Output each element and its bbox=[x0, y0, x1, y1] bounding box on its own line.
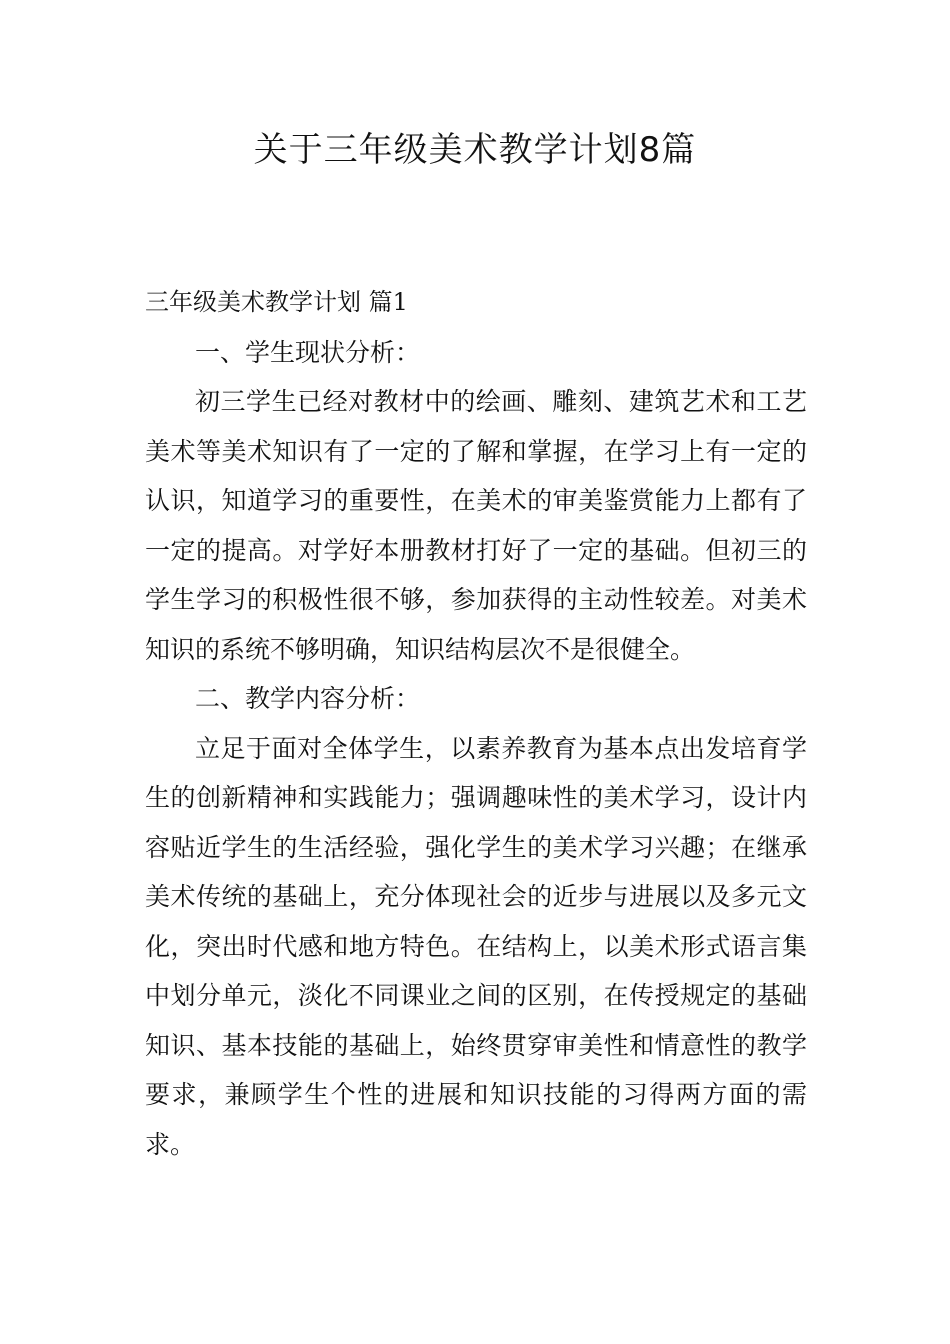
section-heading: 三年级美术教学计划 篇1 bbox=[145, 288, 408, 316]
paragraph-student-analysis: 初三学生已经对教材中的绘画、雕刻、建筑艺术和工艺美术等美术知识有了一定的了解和掌握，在学习上有一定的认识，知道学习的重要性，在美术的审美鉴赏能力上都有了一定的提高。对学好本册教材打好了一定的基础。但初三的学生学习的积极性很不够，参加获得的主动性较差。对美术知识的系统不够明确，知识结构层次不是很健全。 bbox=[145, 387, 807, 664]
document-body bbox=[145, 278, 807, 1169]
subheading-student-analysis: 一、学生现状分析： bbox=[195, 337, 421, 367]
paragraph-content-analysis: 立足于面对全体学生，以素养教育为基本点出发培育学生的创新精神和实践能力；强调趣味性的美术学习，设计内容贴近学生的生活经验，强化学生的美术学习兴趣；在继承美术传统的基础上，充分体现社会的近步与进展以及多元文化，突出时代感和地方特色。在结构上，以美术形式语言集中划分单元，淡化不同课业之间的区别，在传授规定的基础知识、基本技能的基础上，始终贯穿审美性和情意性的教学要求，兼顾学生个性的进展和知识技能的习得两方面的需求。 bbox=[145, 733, 807, 1159]
document-title: 关于三年级美术教学计划8篇 bbox=[253, 130, 697, 170]
subheading-content-analysis: 二、教学内容分析： bbox=[195, 684, 421, 713]
